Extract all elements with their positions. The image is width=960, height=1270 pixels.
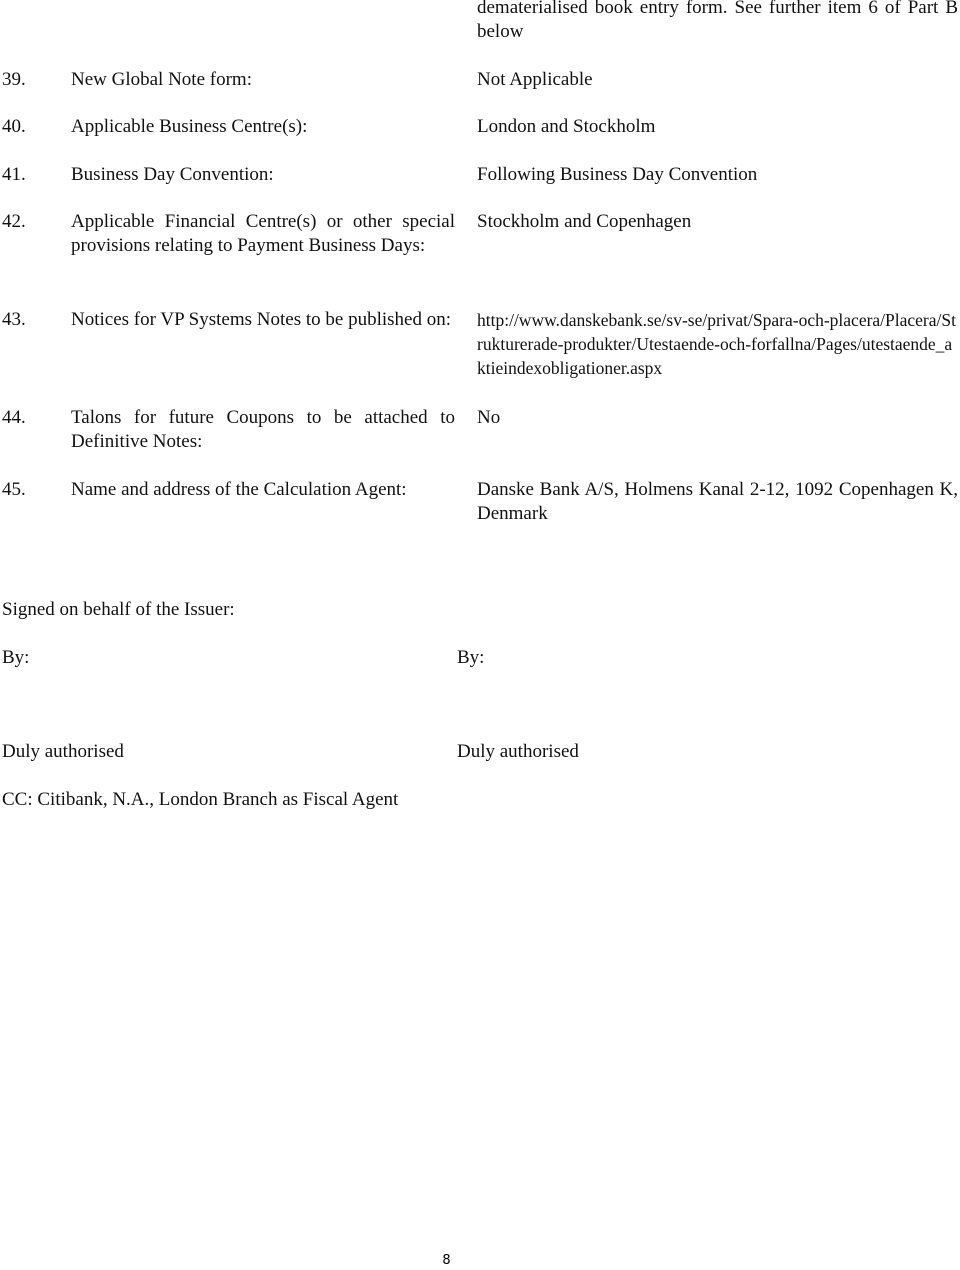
item-number: 41. (2, 164, 26, 185)
item-number: 42. (2, 211, 26, 232)
item-number: 45. (2, 479, 26, 500)
item-value: London and Stockholm (477, 116, 656, 137)
item-label: Notices for VP Systems Notes to be published on: (71, 309, 451, 330)
item-number: 43. (2, 309, 26, 330)
item-number: 44. (2, 407, 26, 428)
item-value-url: http://www.danskebank.se/sv-se/privat/Spara-och-placera/Placera/Strukturerade-produkter/Utestaende-och-forfallna/Pages/utestaende_aktieindexobligationer.aspx (477, 310, 956, 378)
item-label: New Global Note form: (71, 69, 252, 90)
item-value: Not Applicable (477, 69, 593, 90)
item-value: Danske Bank A/S, Holmens Kanal 2-12, 1092 Copenhagen K, Denmark (477, 479, 958, 524)
duly-authorised-left: Duly authorised (2, 741, 124, 762)
item-value: Stockholm and Copenhagen (477, 211, 692, 232)
duly-authorised-right: Duly authorised (457, 741, 579, 762)
item-value: No (477, 407, 501, 428)
signature-heading: Signed on behalf of the Issuer: (2, 599, 235, 620)
item-label: Applicable Financial Centre(s) or other special provisions relating to Payment Business Days: (71, 211, 455, 256)
continuation-value: dematerialised book entry form. See further item 6 of Part B below (477, 0, 958, 42)
item-label: Business Day Convention: (71, 164, 274, 185)
signature-by-left: By: (2, 647, 30, 668)
item-label: Name and address of the Calculation Agent: (71, 479, 407, 500)
item-number: 40. (2, 116, 26, 137)
signature-by-right: By: (457, 647, 485, 668)
item-value: Following Business Day Convention (477, 164, 758, 185)
item-number: 39. (2, 69, 26, 90)
cc-line: CC: Citibank, N.A., London Branch as Fiscal Agent (2, 789, 399, 810)
item-label: Talons for future Coupons to be attached to Definitive Notes: (71, 407, 455, 452)
page-number: 8 (442, 1253, 451, 1268)
item-label: Applicable Business Centre(s): (71, 116, 308, 137)
